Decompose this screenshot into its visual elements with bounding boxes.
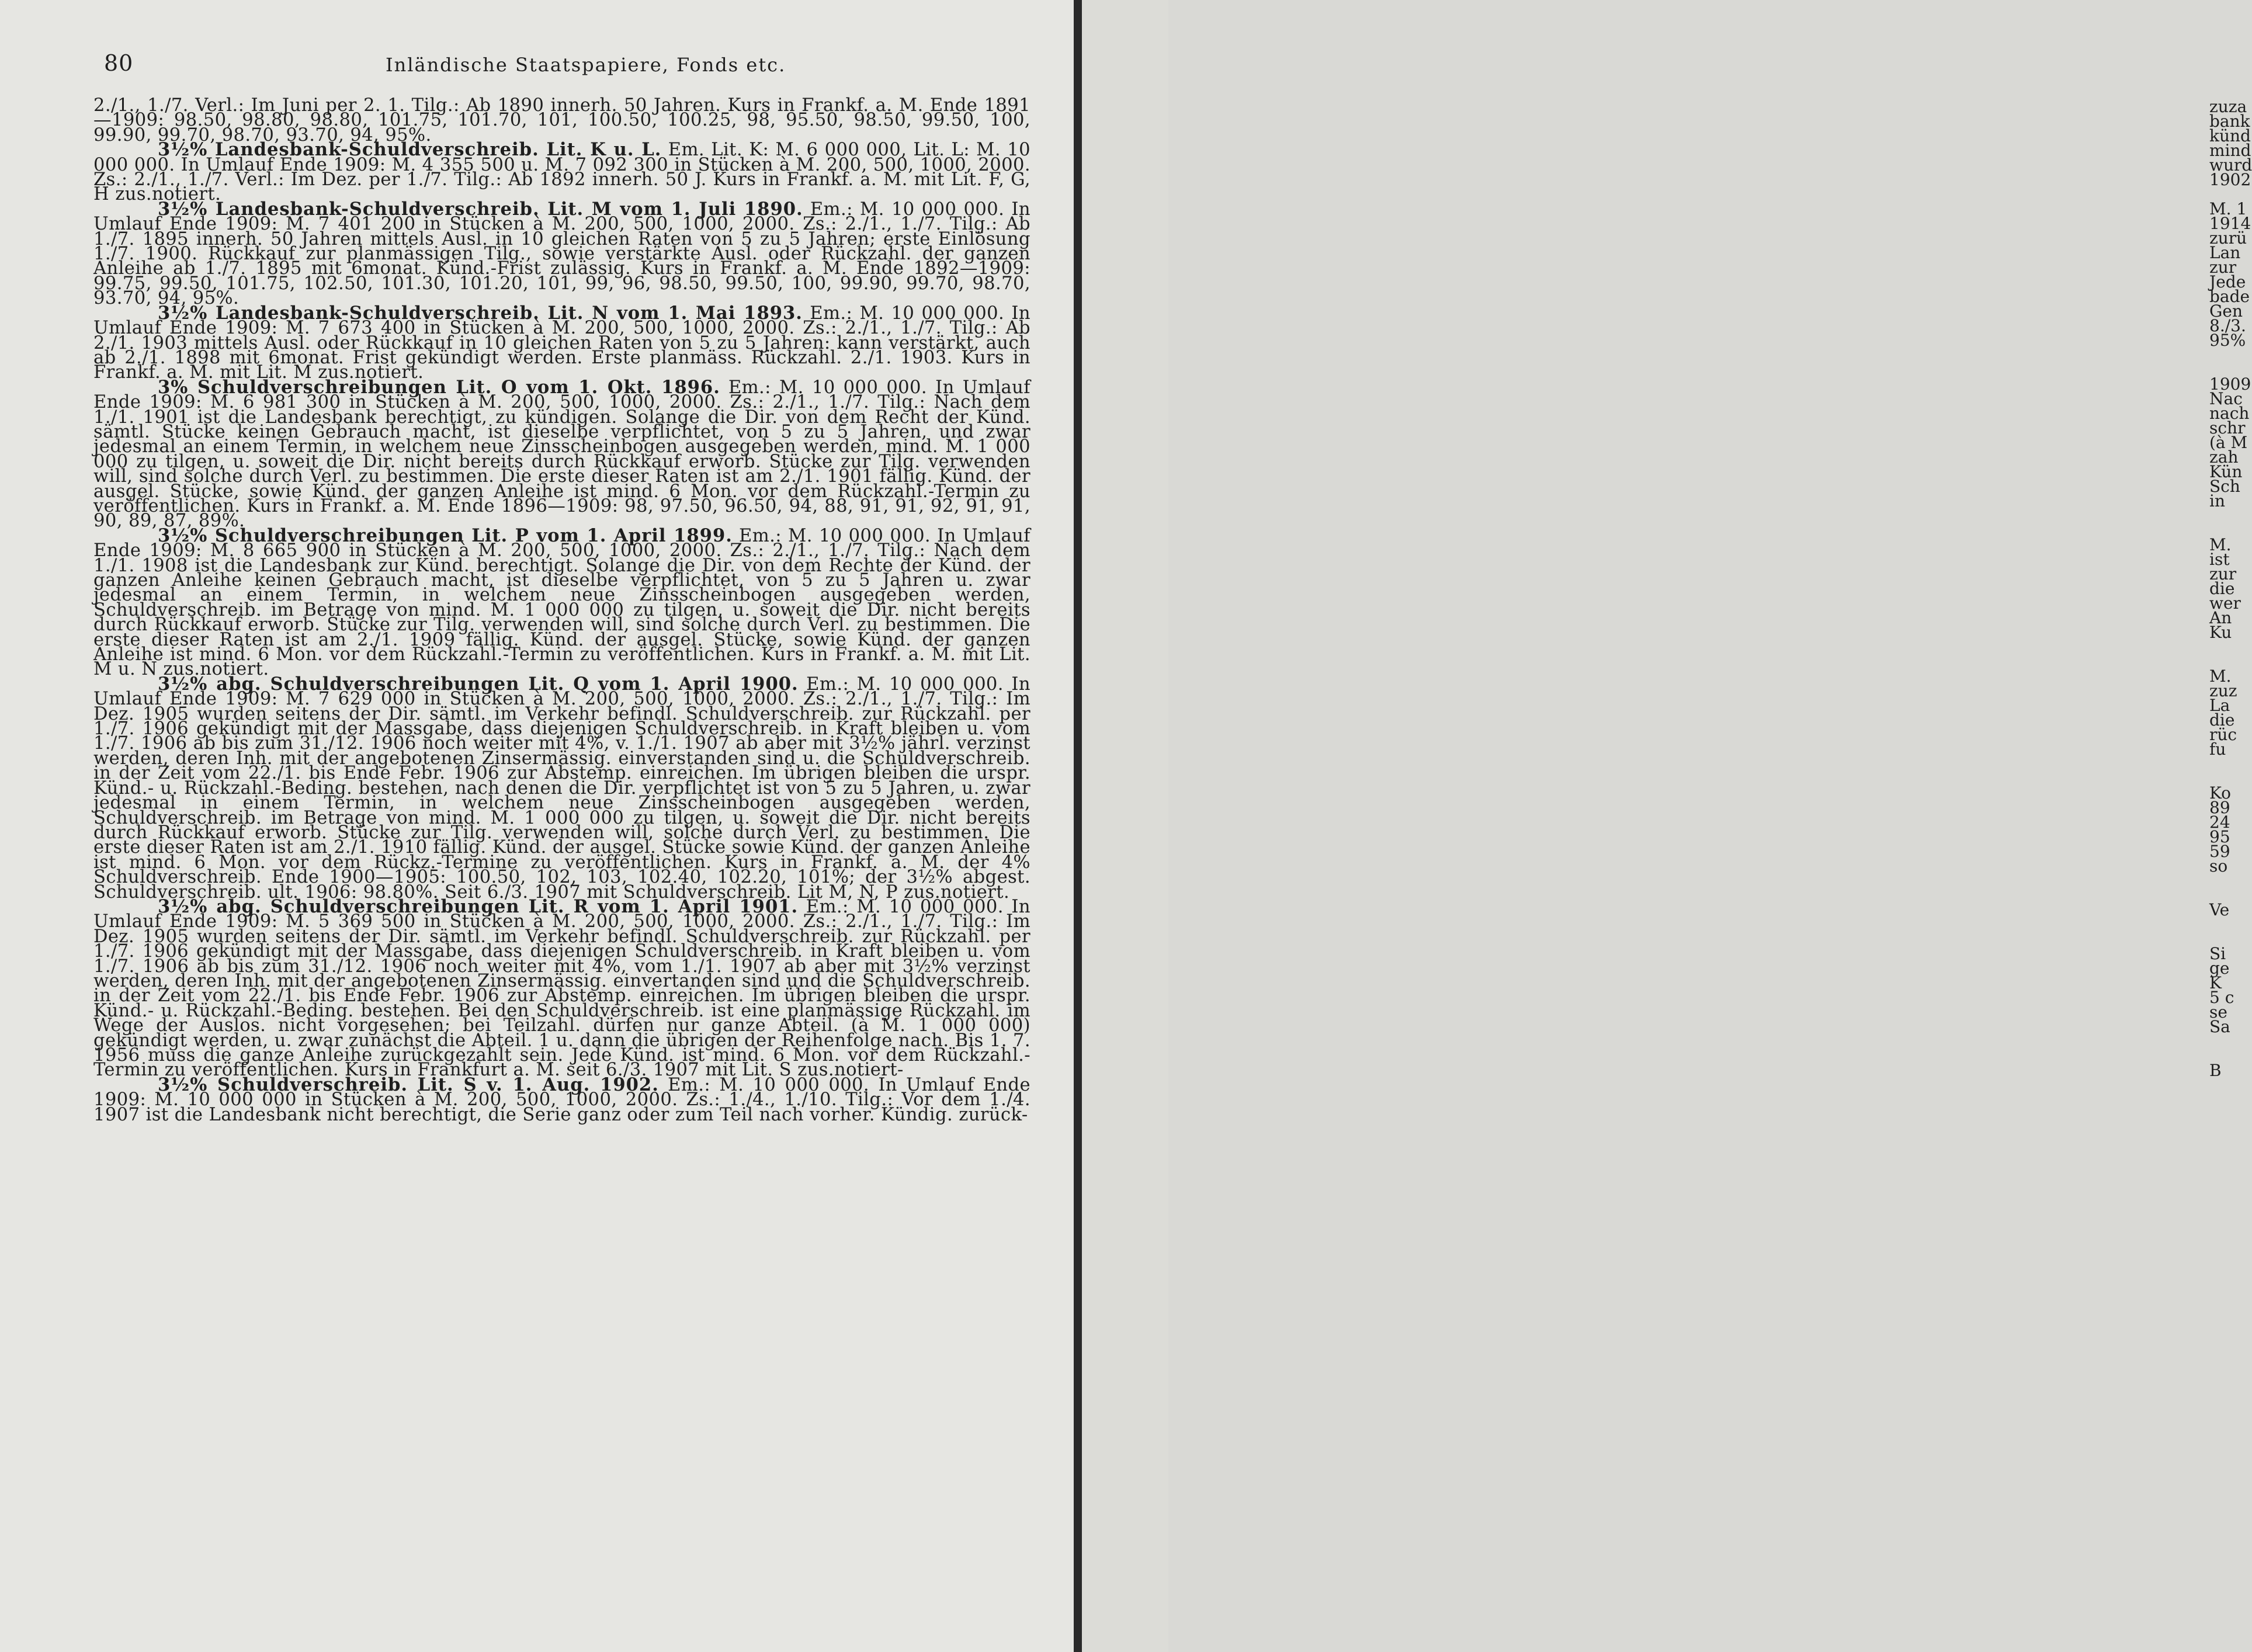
page-number: 80 <box>104 50 134 76</box>
adjacent-page-fragment: (à M <box>2209 433 2248 452</box>
adjacent-page-fragment: 1909 <box>2209 374 2251 394</box>
adjacent-page-fragment: Nac <box>2209 389 2243 408</box>
adjacent-page-fragment: Ko <box>2209 783 2232 803</box>
paragraph-text: Em.: M. 10 000 000. In Umlauf Ende 1909: M. 10 000 000 in Stücken à M. 200, 500, 1000, 2000. Zs.: 1./4., 1./10. Tilg.: Vor dem 1./4. 1907 ist die Landesbank nicht berechtigt, die Serie ganz oder zum Teil nach vorher. Kündig. zurück- <box>93 1074 1031 1125</box>
adjacent-page-fragment: bank <box>2209 112 2250 131</box>
adjacent-page-fragment: 1902 <box>2209 170 2251 189</box>
adjacent-page-fragment: B <box>2209 1061 2222 1080</box>
paragraph-text: Em.: M. 10 000 000. In Umlauf Ende 1909: M. 7 629 000 in Stücken à M. 200, 500, 1000, 2000. Zs.: 2./1., 1./7. Tilg.: Im Dez. 1905 wurden seitens der Dir. sämtl. im Verkehr befindl. Schuldverschreib. zur Rückzahl. per 1./7. 1906 gekündigt mit der Massgabe, dass diejenigen Schuldverschreib. in Kraft bleiben u. vom 1./7. 1906 ab bis zum 31./12. 1906 noch weiter mit 4%, v. 1./1. 1907 ab aber mit 3½% jährl. verzinst werden, deren Inh. mit der angebotenen Zinsermässig. einverstanden sind u. die Schuldverschreib. in der Zeit vom 22./1. bis Ende Febr. 1906 zur Abstemp. einreichen. Im übrigen bleiben die urspr. Künd.- u. Rückzahl.-Beding. bestehen, nach denen die Dir. verpflichtet ist von 5 zu 5 Jahren, u. zwar jedesmal in einem Termin, in welchem neue Zinsscheinbogen ausgegeben werden, Schuldverschreib. im Betrage von mind. M. 1 000 000 zu tilgen, u. soweit die Dir. nicht bereits durch Rückkauf erworb. Stücke zur Tilg. verwenden will, solche durch Verl. zu bestimmen. Die erste dieser Raten ist am 2./1. 1910 fällig. Künd. der ausgel. Stücke sowie Künd. der ganzen Anleihe ist mind. 6 Mon. vor dem Rückz.-Termine zu veröffentlichen. Kurs in Frankf. a. M. der 4% Schuldverschreib. Ende 1900—1905: 100.50, 102, 103, 102.40, 102.20, 101%; der 3½% abgest. Schuldverschreib. ult. 1906: 98.80%. Seit 6./3. 1907 mit Schuldverschreib. Lit M, N, P zus.notiert. <box>93 674 1030 903</box>
paragraph-heading: 3½% Landesbank-Schuldverschreib. Lit. K u. L. <box>158 139 662 161</box>
paragraph-heading: 3½% Landesbank-Schuldverschreib. Lit. N vom 1. Mai 1893. <box>158 302 803 324</box>
adjacent-page-fragment: 8./3. <box>2209 316 2246 335</box>
paragraph <box>93 1074 1031 1125</box>
adjacent-page-fragment: so <box>2209 856 2228 876</box>
adjacent-page-text <box>2209 99 2250 1078</box>
paragraph-text: Em.: M. 10 000 000. In Umlauf Ende 1909: M. 5 369 500 in Stücken à M. 200, 500, 1000, 2000. Zs.: 2./1., 1./7. Tilg.: Im Dez. 1905 wurden seitens der Dir. sämtl. im Verkehr befindl. Schuldverschreib. zur Rückzahl. per 1./7. 1906 gekündigt mit der Massgabe, dass diejenigen Schuldverschreib. in Kraft bleiben u. vom 1./7. 1906 ab bis zum 31./12. 1906 noch weiter mit 4%, vom 1./1. 1907 ab aber mit 3½% verzinst werden, deren Inh. mit der angebotenen Zinsermässig. einvertanden sind und die Schuldverschreib. in der Zeit vom 22./1. bis Ende Febr. 1906 zur Abstemp. einreichen. Im übrigen bleiben die urspr. Künd.- u. Rückzahl.-Beding. bestehen. Bei den Schuldverschreib. ist eine planmässige Rückzahl. im Wege der Auslos. nicht vorgesehen; bei Teilzahl. dürfen nur ganze Abteil. (à M. 1 000 000) gekündigt werden, u. zwar zunächst die Abteil. 1 u. dann die übrigen der Reihenfolge nach. Bis 1. 7. 1956 muss die ganze Anleihe zurückgezahlt sein. Jede Künd. ist mind. 6 Mon. vor dem Rückzahl.-Termin zu veröffentlichen. Kurs in Frankfurt a. M. seit 6./3. 1907 mit Lit. S zus.notiert- <box>93 896 1030 1081</box>
adjacent-page-fragment: zur <box>2209 564 2237 584</box>
paragraph-text: Em.: M. 10 000 000. In Umlauf Ende 1909: M. 6 981 300 in Stücken à M. 200, 500, 1000, 2000. Zs.: 2./1., 1./7. Tilg.: Nach dem 1./1. 1901 ist die Landesbank berechtigt, zu kündigen. Solange die Dir. von dem Recht der Künd. sämtl. Stücke keinen Gebrauch macht, ist dieselbe verpflichtet, von 5 zu 5 Jahren, und zwar jedesmal an einem Termin, in welchem neue Zinsscheinbogen ausgegeben werden, mind. M. 1 000 000 zu tilgen, u. soweit die Dir. nicht bereits durch Rückkauf erworb. Stücke zur Tilg. verwenden will, sind solche durch Verl. zu bestimmen. Die erste dieser Raten ist am 2./1. 1901 fällig. Künd. der ausgel. Stücke, sowie Künd. der ganzen Anleihe ist mind. 6 Mon. vor dem Rückzahl.-Termin zu veröffentlichen. Kurs in Frankf. a. M. Ende 1896—1909: 98, 97.50, 96.50, 94, 88, 91, 91, 92, 91, 91, 90, 89, 87, 89%. <box>93 377 1030 532</box>
adjacent-page-fragment: 5 c <box>2209 988 2234 1007</box>
adjacent-page-fragment: Si <box>2209 944 2226 963</box>
adjacent-page-fragment: M. <box>2209 535 2232 554</box>
adjacent-page-fragment: Lan <box>2209 243 2241 262</box>
adjacent-page-fragment: K <box>2209 973 2222 992</box>
adjacent-page-fragment: in <box>2209 491 2225 511</box>
paragraph-heading: 3½% abg. Schuldverschreibungen Lit. R vom 1. April 1901. <box>158 896 799 917</box>
body-text <box>93 95 1031 1125</box>
adjacent-page-fragment: die <box>2209 710 2235 730</box>
adjacent-page-fragment: künd <box>2209 126 2251 145</box>
running-head: Inländische Staatspapiere, Fonds etc. <box>386 54 786 76</box>
adjacent-page-fragment: nach <box>2209 404 2250 423</box>
adjacent-page-fragment: Ve <box>2209 900 2230 919</box>
adjacent-page-fragment: wer <box>2209 594 2241 613</box>
adjacent-page-fragment: La <box>2209 696 2230 715</box>
adjacent-page-fragment: Sa <box>2209 1017 2230 1036</box>
adjacent-page-fragment: Jede <box>2209 272 2246 291</box>
paragraph <box>93 525 1030 680</box>
paragraph-heading: 3½% Schuldverschreib. Lit. S v. 1. Aug. 1902. <box>158 1074 659 1095</box>
adjacent-page-fragment: rüc <box>2209 725 2237 744</box>
adjacent-page-fragment: schr <box>2209 418 2246 438</box>
adjacent-page-fragment: wurd <box>2209 155 2252 175</box>
adjacent-page-fragment: bade <box>2209 287 2250 306</box>
document-page <box>0 0 1074 1652</box>
adjacent-page-fragment: zah <box>2209 447 2239 467</box>
adjacent-page-fragment: 59 <box>2209 842 2230 861</box>
paragraph <box>93 139 1031 205</box>
paragraph-text: Em.: M. 10 000 000. In Umlauf Ende 1909: M. 7 401 200 in Stücken à M. 200, 500, 1000, 2000. Zs.: 2./1., 1./7. Tilg.: Ab 1./7. 1895 innerh. 50 Jahren mittels Ausl. in 10 gleichen Raten von 5 zu 5 Jahren; erste Einlösung 1./7. 1900. Rückkauf zur planmässigen Tilg., sowie verstärkte Ausl. oder Rückzahl. der ganzen Anleihe ab 1./7. 1895 mit 6monat. Künd.-Frist zulässig. Kurs in Frankf. a. M. Ende 1892—1909: 99.75, 99.50, 101.75, 102.50, 101.30, 101.20, 101, 99, 96, 98.50, 99.50, 100, 99.90, 99.70, 98.70, 93.70, 94, 95%. <box>93 199 1030 309</box>
adjacent-page-fragment: M. 1 <box>2209 199 2247 218</box>
paragraph-text: Em.: M. 10 000 000. In Umlauf Ende 1909: M. 7 673 400 in Stücken à M. 200, 500, 1000, 2000. Zs.: 2./1., 1./7. Tilg.: Ab 2./1. 1903 mittels Ausl. oder Rückkauf in 10 gleichen Raten von 5 zu 5 Jahren: kann verstärkt, auch ab 2./1. 1898 mit 6monat. Frist gekündigt werden. Erste planmäss. Rückzahl. 2./1. 1903. Kurs in Frankf. a. M. mit Lit. M zus.notiert. <box>93 303 1030 383</box>
paragraph <box>93 302 1030 383</box>
adjacent-page-fragment: fu <box>2209 740 2226 759</box>
adjacent-page-fragment: zuz <box>2209 681 2237 700</box>
adjacent-page-fragment: zur <box>2209 258 2237 277</box>
adjacent-page-fragment: 24 <box>2209 813 2230 832</box>
adjacent-page-fragment: zuza <box>2209 97 2247 116</box>
adjacent-page-fragment: ge <box>2209 959 2230 978</box>
paragraph-heading: 3% Schuldverschreibungen Lit. O vom 1. Okt. 1896. <box>158 376 720 398</box>
paragraph-heading: 3½% abg. Schuldverschreibungen Lit. Q vom 1. April 1900. <box>158 673 799 695</box>
paragraph-text: Em. Lit. K: M. 6 000 000, Lit. L: M. 10 000 000. In Umlauf Ende 1909: M. 4 355 500 u. M. 7 092 300 in Stücken à M. 200, 500, 1000, 2000. Zs.: 2./1., 1./7. Verl.: Im Dez. per 1./7. Tilg.: Ab 1892 innerh. 50 J. Kurs in Frankf. a. M. mit Lit. F, G, H zus.notiert. <box>93 140 1031 205</box>
book-gutter <box>1074 0 1082 1652</box>
adjacent-page-fragment: Gen <box>2209 301 2243 321</box>
paragraph-text: Em.: M. 10 000 000. In Umlauf Ende 1909: M. 8 665 900 in Stücken à M. 200, 500, 1000, 2000. Zs.: 2./1., 1./7. Tilg.: Nach dem 1./1. 1908 ist die Landesbank zur Künd. berechtigt. Solange die Dir. von dem Rechte der Künd. der ganzen Anleihe keinen Gebrauch macht, ist dieselbe verpflichtet, von 5 zu 5 Jahren u. zwar jedesmal an einem Termin, in welchem neue Zinsscheinbogen ausgegeben werden, Schuldverschreib. im Betrage von mind. M. 1 000 000 zu tilgen, u. soweit die Dir. nicht bereits durch Rückkauf erworb. Stücke zur Tilg. verwenden will, sind solche durch Verl. zu bestimmen. Die erste dieser Raten ist am 2./1. 1909 fällig. Künd. der ausgel. Stücke, sowie Künd. der ganzen Anleihe ist mind. 6 Mon. vor dem Rückzahl.-Termin zu veröffentlichen. Kurs in Frankf. a. M. mit Lit. M u. N zus.notiert. <box>93 525 1030 680</box>
adjacent-page-fragment: Sch <box>2209 477 2240 496</box>
adjacent-page-fragment: Kün <box>2209 462 2243 481</box>
adjacent-page-fragment: se <box>2209 1002 2227 1022</box>
paragraph-heading: 3½% Schuldverschreibungen Lit. P vom 1. April 1899. <box>158 525 733 546</box>
paragraph <box>93 95 1030 145</box>
adjacent-page-fragment: 1914 <box>2209 214 2251 233</box>
adjacent-page-fragment: die <box>2209 579 2235 598</box>
adjacent-page-fragment: 95% <box>2209 331 2246 350</box>
paragraph <box>93 673 1030 903</box>
adjacent-page-fragment: zurü <box>2209 228 2247 248</box>
paragraph-text: 2./1., 1./7. Verl.: Im Juni per 2. 1. Tilg.: Ab 1890 innerh. 50 Jahren. Kurs in Frankf. a. M. Ende 1891—1909: 98.50, 98.80, 98.80, 101.75, 101.70, 101, 100.50, 100.25, 98, 95.50, 98.50, 99.50, 100, 99.90, 99.70, 98.70, 93.70, 94, 95%. <box>93 95 1030 145</box>
paragraph-heading: 3½% Landesbank-Schuldverschreib. Lit. M vom 1. Juli 1890. <box>158 198 803 220</box>
adjacent-page-fragment: An <box>2209 608 2232 627</box>
adjacent-page-fragment: M. <box>2209 667 2232 686</box>
adjacent-page-edge <box>1082 0 2252 1652</box>
adjacent-page-fragment: ist <box>2209 550 2230 569</box>
paragraph <box>93 198 1030 309</box>
paragraph <box>93 896 1030 1081</box>
adjacent-page-fragment: 95 <box>2209 827 2230 846</box>
adjacent-page-fragment: mind <box>2209 141 2251 160</box>
paragraph <box>93 376 1030 532</box>
adjacent-page-fragment: Ku <box>2209 623 2232 642</box>
adjacent-page-fragment: 89 <box>2209 798 2230 817</box>
